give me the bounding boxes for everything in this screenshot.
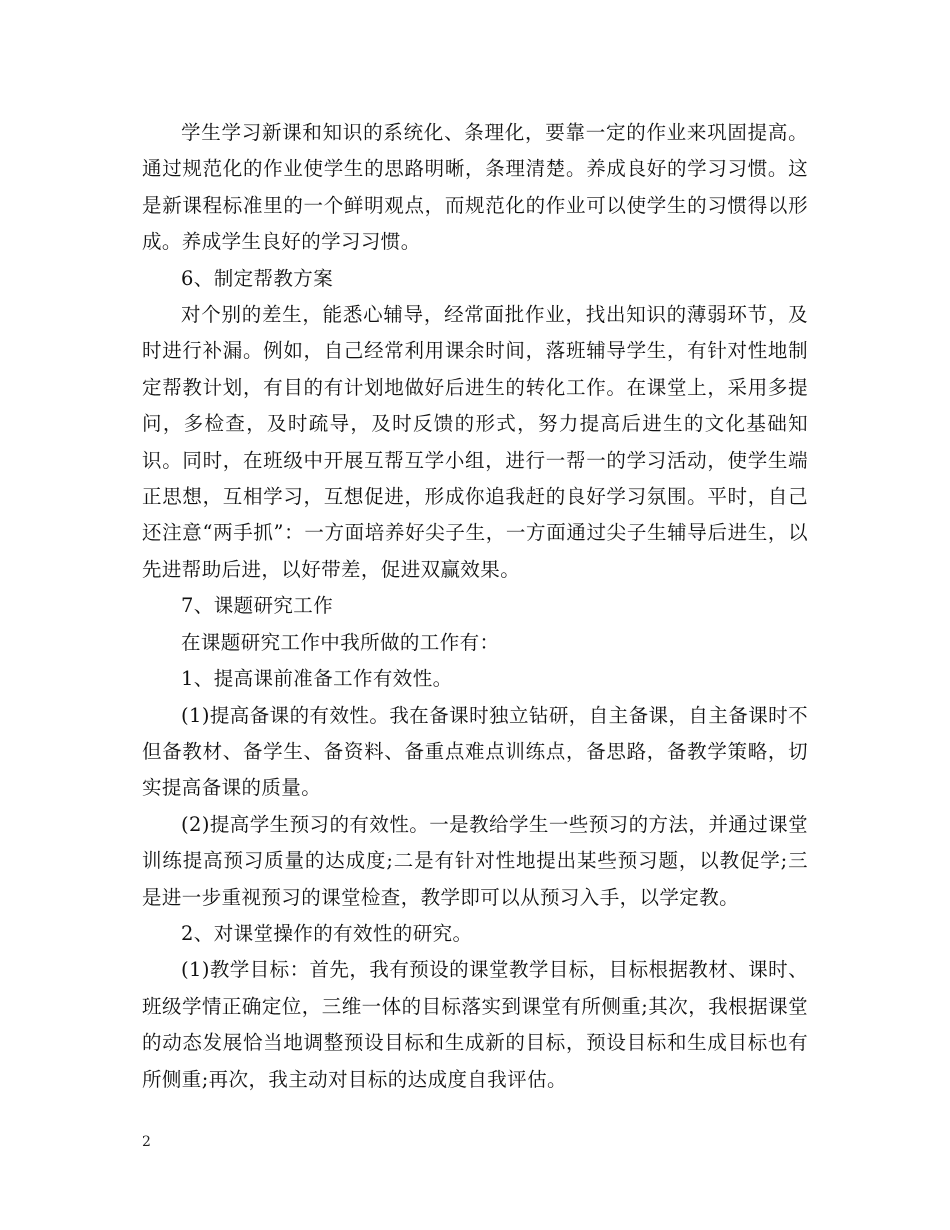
paragraph-lesson-planning: (1)提高备课的有效性。我在备课时独立钻研，自主备课，自主备课时不但备教材、备学生、备资料、备重点难点训练点，备思路，备教学策略，切实提高备课的质量。 — [142, 703, 808, 800]
paragraph-preview: (2)提高学生预习的有效性。一是教给学生一些预习的方法，并通过课堂训练提高预习质量的达成度;二是有针对性地提出某些预习题，以教促学;三是进一步重视预习的课堂检查，教学即可以从预习入手，以学定教。 — [142, 812, 808, 909]
document-body — [142, 115, 808, 1098]
paragraph-research-intro: 在课题研究工作中我所做的工作有： — [181, 630, 500, 654]
section-heading-6: 6、制定帮教方案 — [181, 266, 334, 290]
paragraph-homework-habits: 学生学习新课和知识的系统化、条理化，要靠一定的作业来巩固提高。通过规范化的作业使学生的思路明晰，条理清楚。养成良好的学习习惯。这是新课程标准里的一个鲜明观点，而规范化的作业可以使学生的习惯得以形成。养成学生良好的学习习惯。 — [142, 121, 808, 254]
subheading-classroom-operation: 2、对课堂操作的有效性的研究。 — [181, 921, 473, 945]
section-heading-7: 7、课题研究工作 — [181, 594, 334, 618]
paragraph-teaching-goals: (1)教学目标：首先，我有预设的课堂教学目标，目标根据教材、课时、班级学情正确定位，三维一体的目标落实到课堂有所侧重;其次，我根据课堂的动态发展恰当地调整预设目标和生成新的目标，预设目标和生成目标也有所侧重;再次，我主动对目标的达成度自我评估。 — [142, 958, 808, 1091]
page-number: 2 — [142, 1134, 151, 1150]
subheading-preparation: 1、提高课前准备工作有效性。 — [181, 667, 453, 691]
paragraph-tutoring-plan: 对个别的差生，能悉心辅导，经常面批作业，找出知识的薄弱环节，及时进行补漏。例如，自己经常利用课余时间，落班辅导学生，有针对性地制定帮教计划，有目的有计划地做好后进生的转化工作。在课堂上，采用多提问，多检查，及时疏导，及时反馈的形式，努力提高后进生的文化基础知识。同时，在班级中开展互帮互学小组，进行一帮一的学习活动，使学生端正思想，互相学习，互想促进，形成你追我赶的良好学习氛围。平时，自己还注意“两手抓”：一方面培养好尖子生，一方面通过尖子生辅导后进生，以先进帮助后进，以好带差，促进双赢效果。 — [142, 303, 808, 581]
